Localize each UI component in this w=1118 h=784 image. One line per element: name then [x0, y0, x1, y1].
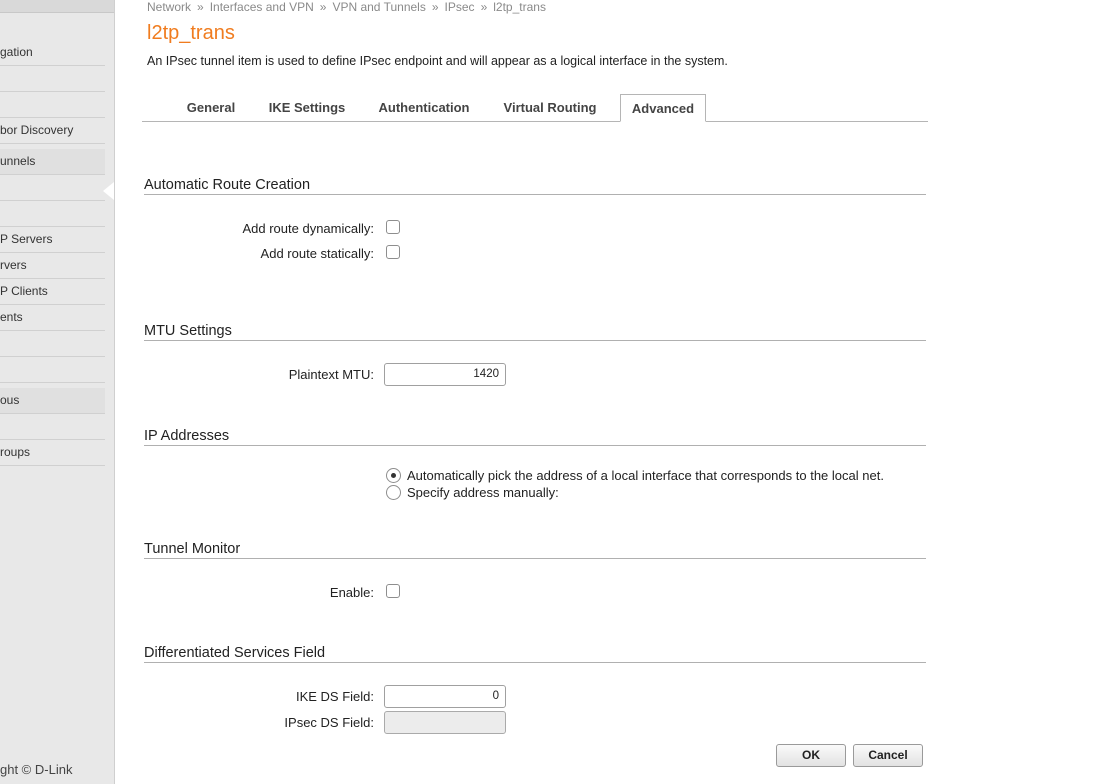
plaintext-mtu-input[interactable]: 1420 [384, 363, 506, 386]
add-route-statically-label: Add route statically: [260, 246, 374, 261]
section-title-route-creation: Automatic Route Creation [144, 177, 926, 195]
ike-ds-field-input[interactable]: 0 [384, 685, 506, 708]
breadcrumb-item[interactable]: Network [147, 0, 192, 14]
add-route-dynamically-label: Add route dynamically: [242, 221, 374, 236]
sidebar-item[interactable]: P Servers [0, 227, 105, 253]
section-title-tunnel-monitor: Tunnel Monitor [144, 541, 926, 559]
sidebar-item[interactable] [0, 331, 105, 357]
breadcrumb-item[interactable]: VPN and Tunnels [332, 0, 426, 14]
auto-address-radio[interactable] [386, 468, 401, 483]
selection-pointer-icon [103, 182, 114, 200]
section-title-ip-addresses: IP Addresses [144, 428, 926, 446]
breadcrumb [147, 0, 546, 14]
add-route-statically-checkbox[interactable] [386, 245, 400, 259]
tab-bar [142, 94, 928, 122]
tab-ike-settings[interactable]: IKE Settings [268, 100, 346, 115]
manual-address-label: Specify address manually: [407, 485, 559, 500]
page-title: l2tp_trans [147, 22, 235, 44]
tunnel-monitor-enable-label: Enable: [329, 585, 374, 600]
tab-advanced[interactable]: Advanced [620, 94, 706, 122]
tab-virtual-routing[interactable]: Virtual Routing [503, 100, 597, 115]
sidebar-item[interactable]: gation [0, 40, 105, 66]
breadcrumb-separator: » [431, 0, 439, 14]
breadcrumb-item[interactable]: IPsec [444, 0, 475, 14]
sidebar-item[interactable] [0, 357, 105, 383]
sidebar-item[interactable] [0, 414, 105, 440]
tunnel-monitor-enable-checkbox[interactable] [386, 584, 400, 598]
section-title-mtu: MTU Settings [144, 323, 926, 341]
breadcrumb-separator: » [480, 0, 488, 14]
copyright-text: ght © D-Link [0, 762, 73, 777]
sidebar-item[interactable] [0, 92, 105, 118]
tab-authentication[interactable]: Authentication [378, 100, 470, 115]
ok-button[interactable]: OK [776, 744, 846, 767]
cancel-button[interactable]: Cancel [853, 744, 923, 767]
sidebar-item[interactable] [0, 201, 105, 227]
sidebar-item-selected[interactable] [0, 175, 105, 201]
sidebar-item[interactable]: P Clients [0, 279, 105, 305]
sidebar-item[interactable]: ents [0, 305, 105, 331]
auto-address-label: Automatically pick the address of a local interface that corresponds to the local net. [407, 468, 884, 483]
ipsec-ds-field-input [384, 711, 506, 734]
sidebar-item[interactable]: rvers [0, 253, 105, 279]
sidebar-item[interactable]: ous [0, 388, 105, 414]
section-title-ds-field: Differentiated Services Field [144, 645, 926, 663]
sidebar-item[interactable] [0, 66, 105, 92]
sidebar [0, 0, 115, 784]
breadcrumb-item-current: l2tp_trans [493, 0, 546, 14]
sidebar-item[interactable]: roups [0, 440, 105, 466]
ipsec-ds-field-label: IPsec DS Field: [284, 715, 374, 730]
breadcrumb-separator: » [197, 0, 204, 14]
page-description: An IPsec tunnel item is used to define IPsec endpoint and will appear as a logical interface in the system. [147, 54, 728, 68]
tab-general[interactable]: General [186, 100, 236, 115]
breadcrumb-separator: » [319, 0, 327, 14]
plaintext-mtu-label: Plaintext MTU: [288, 367, 374, 382]
sidebar-item[interactable]: bor Discovery [0, 118, 105, 144]
add-route-dynamically-checkbox[interactable] [386, 220, 400, 234]
breadcrumb-item[interactable]: Interfaces and VPN [209, 0, 314, 14]
manual-address-radio[interactable] [386, 485, 401, 500]
ike-ds-field-label: IKE DS Field: [295, 689, 374, 704]
sidebar-item[interactable]: unnels [0, 149, 105, 175]
sidebar-top-bar [0, 0, 114, 13]
radio-selected-dot [391, 473, 396, 478]
